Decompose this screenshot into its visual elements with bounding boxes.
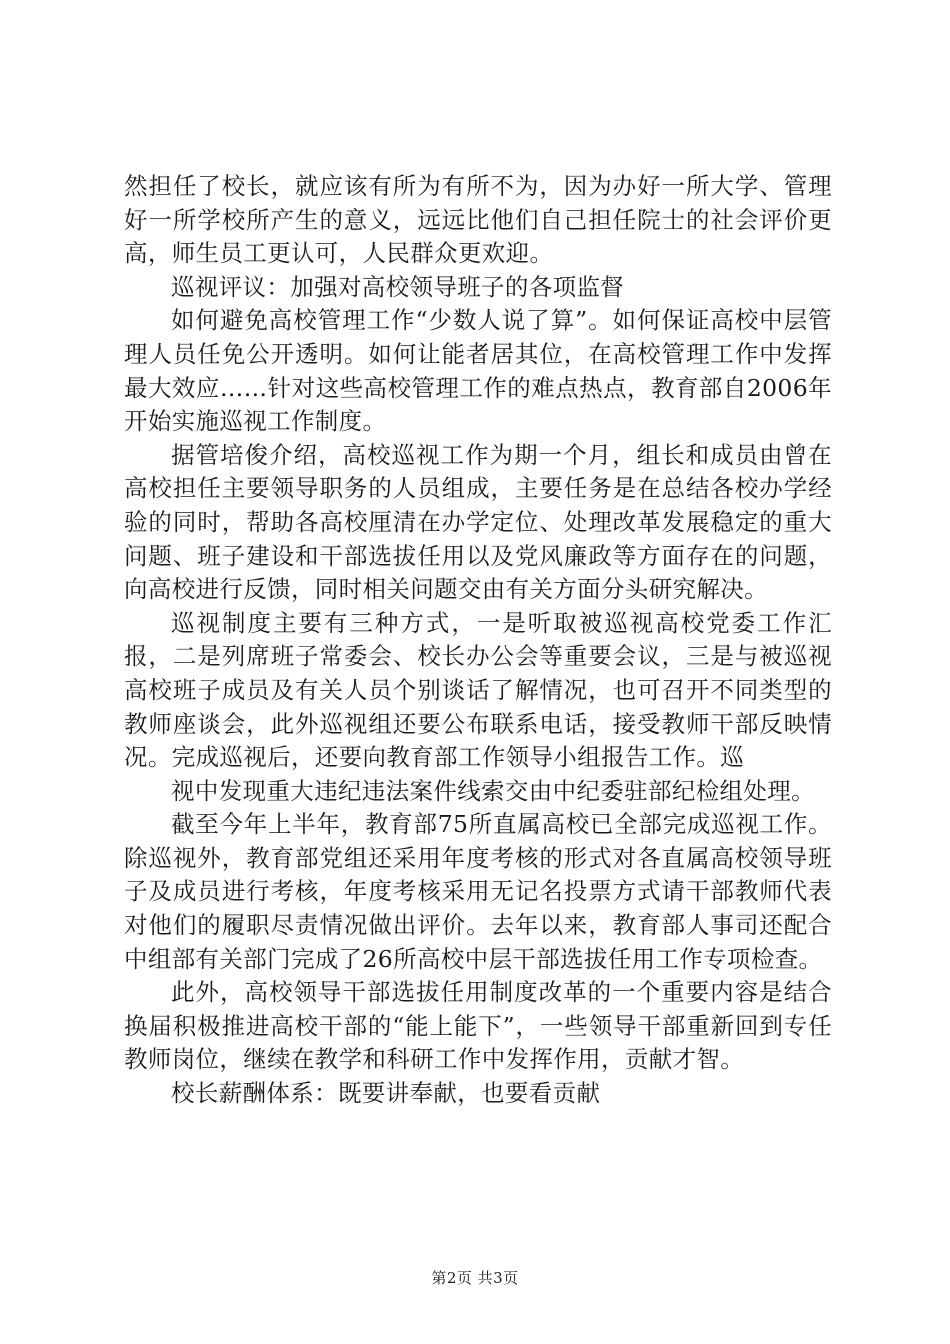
paragraph-4: 据管培俊介绍，高校巡视工作为期一个月，组长和成员由曾在高校担任主要领导职务的人员组成，主要任务是在总结各校办学经验的同时，帮助各高校厘清在办学定位、处理改革发展稳定的重大问题、班子建设和干部选拔任用以及党风廉政等方面存在的问题，向高校进行反馈，同时相关问题交由有关方面分头研究解决。: [124, 440, 832, 604]
paragraph-1: 然担任了校长，就应该有所为有所不为，因为办好一所大学、管理好一所学校所产生的意义，远远比他们自己担任院士的社会评价更高，师生员工更认可，人民群众更欢迎。: [124, 172, 832, 268]
section-heading-inspection: 巡视评议：加强对高校领导班子的各项监督: [171, 272, 625, 301]
paragraph-8: 此外，高校领导干部选拔任用制度改革的一个重要内容是结合换届积极推进高校干部的“能上能下”，一些领导干部重新回到专任教师岗位，继续在教学和科研工作中发挥作用，贡献才智。: [124, 978, 832, 1074]
document-body: [124, 170, 832, 1111]
paragraph-6: 视中发现重大违纪违法案件线索交由中纪委驻部纪检组处理。: [171, 776, 815, 805]
paragraph-7: 截至今年上半年，教育部75所直属高校已全部完成巡视工作。除巡视外，教育部党组还采用年度考核的形式对各直属高校领导班子及成员进行考核，年度考核采用无记名投票方式请干部教师代表对他们的履职尽责情况做出评价。去年以来，教育部人事司还配合中组部有关部门完成了26所高校中层干部选拔任用工作专项检查。: [124, 810, 832, 973]
paragraph-5: 巡视制度主要有三种方式，一是听取被巡视高校党委工作汇报，二是列席班子常委会、校长办公会等重要会议，三是与被巡视高校班子成员及有关人员个别谈话了解情况，也可召开不同类型的教师座谈会，此外巡视组还要公布联系电话，接受教师干部反映情况。完成巡视后，还要向教育部工作领导小组报告工作。巡: [124, 608, 832, 772]
page-footer: 第2页 共3页: [431, 1269, 519, 1287]
paragraph-3: 如何避免高校管理工作“少数人说了算”。如何保证高校中层管理人员任免公开透明。如何让能者居其位，在高校管理工作中发挥最大效应……针对这些高校管理工作的难点热点，教育部自2006年开始实施巡视工作制度。: [124, 306, 832, 436]
section-heading-salary: 校长薪酬体系：既要讲奉献，也要看贡献: [171, 1079, 601, 1108]
